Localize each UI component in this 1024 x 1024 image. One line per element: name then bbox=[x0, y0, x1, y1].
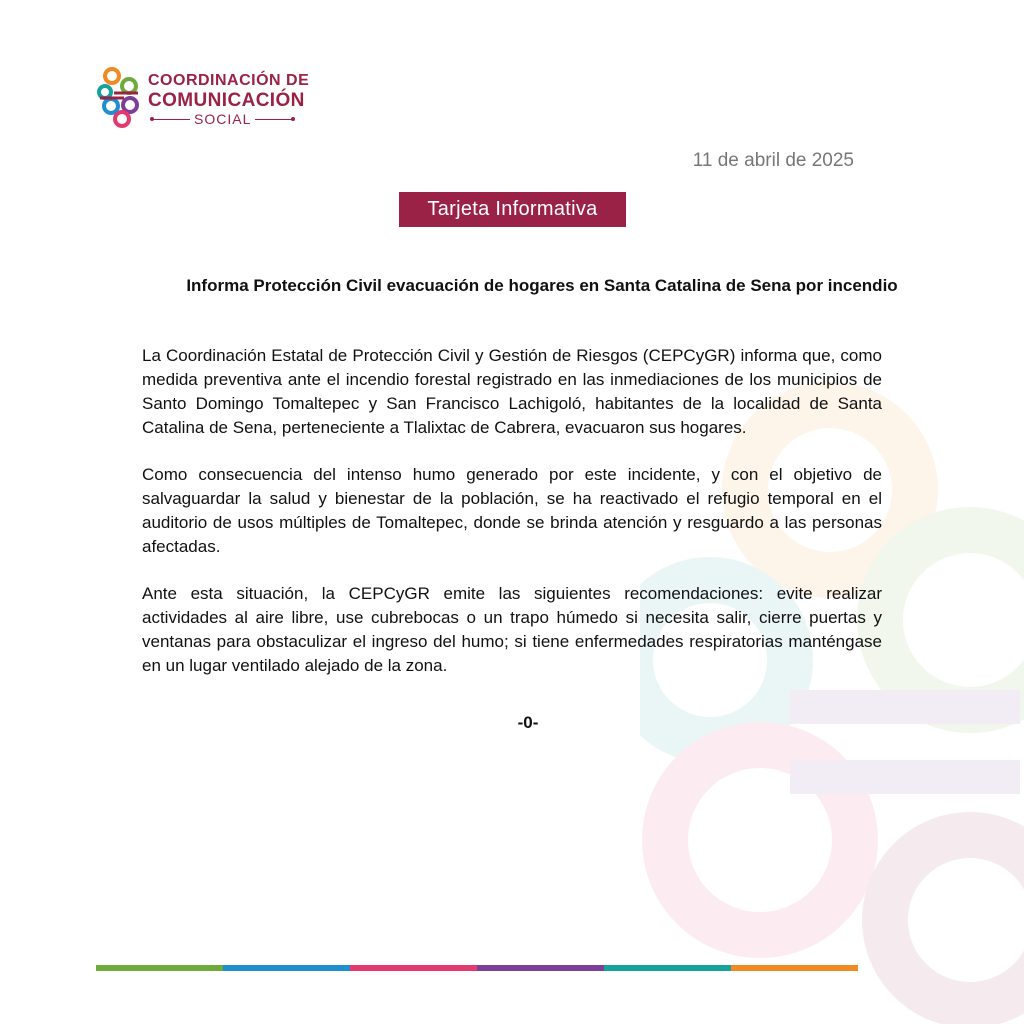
paragraph-3: Ante esta situación, la CEPCyGR emite las siguientes recomendaciones: evite realizar actividades al aire libre, use cubrebocas o un trapo húmedo si necesita salir, cierre puertas y ventanas para obstaculizar el ingreso del humo; si tiene enfermedades respiratorias manténgase en un lugar ventilado alejado de la zona. bbox=[142, 584, 882, 675]
paragraph-1: La Coordinación Estatal de Protección Civil y Gestión de Riesgos (CEPCyGR) informa que, como medida preventiva ante el incendio forestal registrado en las inmediaciones de los municipios de Santo Domingo Tomaltepec y San Francisco Lachigoló, habitantes de la localidad de Santa Catalina de Sena, perteneciente a Tlalixtac de Cabrera, evacuaron sus hogares. bbox=[142, 346, 882, 437]
paragraph-2: Como consecuencia del intenso humo generado por este incidente, y con el objetivo de salvaguardar la salud y bienestar de la población, se ha reactivado el refugio temporal en el auditorio de usos múltiples de Tomaltepec, donde se brinda atención y resguardo a las personas afectadas. bbox=[142, 465, 882, 556]
logo-line-3 bbox=[148, 111, 309, 127]
banner-label: Tarjeta Informativa bbox=[427, 198, 598, 220]
footer-segment-orange bbox=[731, 965, 858, 971]
logo-line-3-text: SOCIAL bbox=[194, 111, 252, 127]
footer-segment-green bbox=[96, 965, 223, 971]
headline: Informa Protección Civil evacuación de hogares en Santa Catalina de Sena por incendio bbox=[186, 276, 898, 295]
logo-divider-left bbox=[152, 119, 190, 120]
footer-segment-purple bbox=[477, 965, 604, 971]
document-type-banner bbox=[399, 192, 626, 227]
body-text bbox=[142, 344, 882, 701]
logo-text bbox=[148, 72, 309, 127]
logo-line-2: COMUNICACIÓN bbox=[148, 90, 305, 111]
knot-logo-icon bbox=[96, 66, 142, 130]
footer-segment-pink bbox=[350, 965, 477, 971]
footer-segment-teal bbox=[604, 965, 731, 971]
footer-segment-blue bbox=[223, 965, 350, 971]
end-mark: -0- bbox=[517, 713, 539, 732]
footer-color-bar bbox=[96, 965, 858, 971]
logo-line-1: COORDINACIÓN DE bbox=[148, 72, 310, 89]
logo-divider-right bbox=[255, 119, 293, 120]
document-date: 11 de abril de 2025 bbox=[692, 150, 854, 171]
logo bbox=[96, 66, 326, 132]
